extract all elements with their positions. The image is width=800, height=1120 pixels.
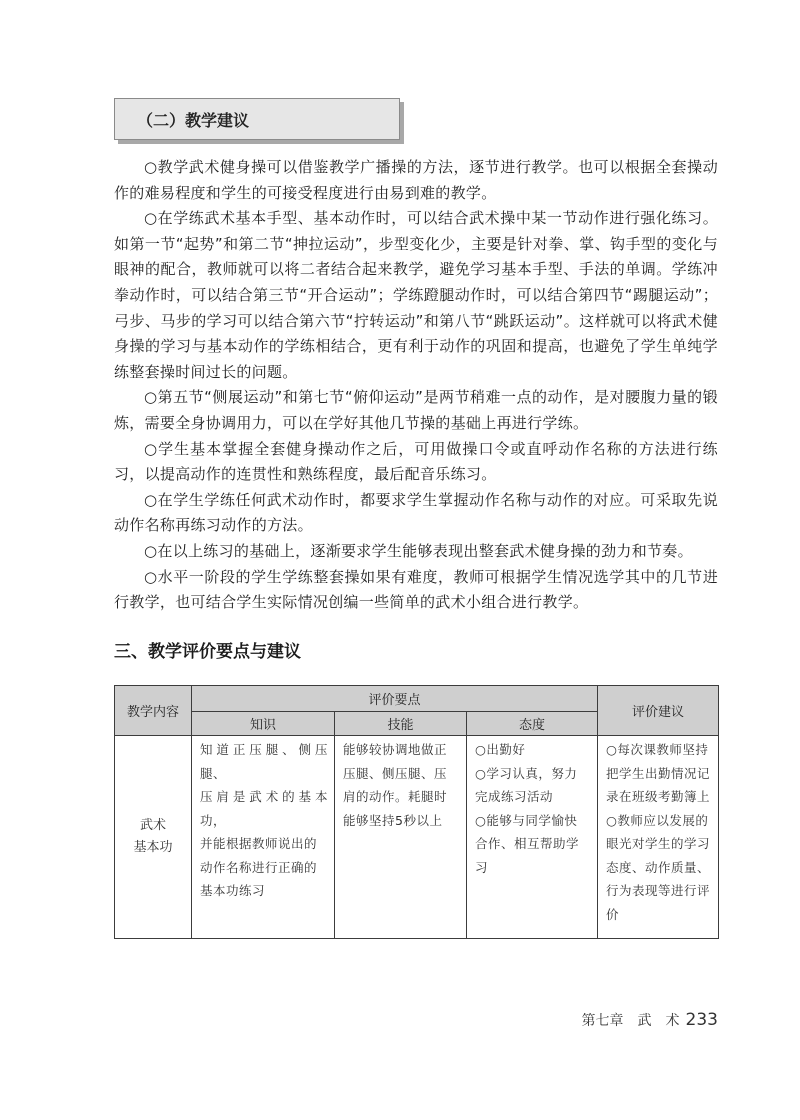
section-heading-box — [114, 98, 400, 140]
header-content: 教学内容 — [115, 686, 192, 736]
paragraph: ○在学练武术基本手型、基本动作时，可以结合武术操中某一节动作进行强化练习。如第一节“起势”和第二节“抻拉运动”，步型变化少，主要是针对拳、掌、钩手型的变化与眼神的配合，教师就可以将二者结合起来教学，避免学习基本手型、手法的单调。学练冲拳动作时，可以结合第三节“开合运动”；学练蹬腿动作时，可以结合第四节“踢腿运动”；弓步、马步的学习可以结合第六节“拧转运动”和第八节“跳跃运动”。这样就可以将武术健身操的学习与基本动作的学练相结合，更有利于动作的巩固和提高，也避免了学生单纯学练整套操时间过长的问题。 — [114, 209, 718, 381]
paragraph: ○教学武术健身操可以借鉴教学广播操的方法，逐节进行教学。也可以根据全套操动作的难易程度和学生的可接受程度进行由易到难的教学。 — [114, 158, 718, 202]
skill-cell — [335, 736, 467, 939]
knowledge-cell — [192, 736, 335, 939]
paragraph: ○第五节“侧展运动”和第七节“俯仰运动”是两节稍难一点的动作，是对腰腹力量的锻炼，需要全身协调用力，可以在学好其他几节操的基础上再进行学练。 — [114, 388, 718, 432]
skill-line: 能够较协调地做正 — [343, 742, 448, 757]
page-number: 233 — [685, 1010, 718, 1030]
section-heading: （二）教学建议 — [137, 111, 250, 130]
footer-chapter: 第七章 武 术 — [581, 1013, 680, 1029]
row-name-line: 基本功 — [133, 840, 173, 855]
paragraph: ○学生基本掌握全套健身操动作之后，可用做操口令或直呼动作名称的方法进行练习，以提高动作的连贯性和熟练程度，最后配音乐练习。 — [114, 439, 718, 484]
paragraph: ○水平一阶段的学生学练整套操如果有难度，教师可根据学生情况选学其中的几节进行教学，也可结合学生实际情况创编一些简单的武术小组合进行教学。 — [114, 567, 718, 612]
skill-line: 压腿、侧压腿、压 — [343, 765, 448, 781]
advice-line: ○教师应以发展的 — [606, 812, 709, 828]
advice-line: 录在班级考勤簿上 — [606, 789, 711, 804]
knowledge-line: 基本功练习 — [200, 883, 266, 898]
header-knowledge: 知识 — [192, 712, 335, 736]
knowledge-line: 压肩是武术的基本功， — [200, 789, 328, 828]
advice-cell — [598, 736, 719, 939]
advice-line: 态度、动作质量、 — [606, 859, 711, 875]
header-advice: 评价建议 — [598, 686, 719, 736]
attitude-line: ○出勤好 — [475, 742, 526, 757]
page-footer — [582, 1010, 718, 1030]
knowledge-line: 并能根据教师说出的 — [200, 836, 318, 851]
attitude-line: 合作、相互帮助学 — [475, 836, 580, 851]
skill-line: 能够坚持5秒以上 — [343, 812, 443, 828]
paragraph: ○在以上练习的基础上，逐渐要求学生能够表现出整套武术健身操的劲力和节奏。 — [144, 541, 693, 560]
knowledge-line: 知道正压腿、侧压腿、 — [200, 742, 328, 781]
body-text — [114, 155, 718, 616]
advice-line: 行为表现等进行评 — [606, 883, 711, 898]
attitude-line: 习 — [475, 859, 489, 875]
evaluation-heading: 三、教学评价要点与建议 — [114, 642, 301, 662]
row-name-cell — [115, 736, 192, 939]
header-attitude: 态度 — [467, 712, 598, 736]
advice-line: ○每次课教师坚持 — [606, 742, 709, 757]
attitude-cell — [467, 736, 598, 939]
attitude-line: ○学习认真，努力 — [475, 765, 578, 781]
attitude-line: ○能够与同学愉快 — [475, 812, 578, 828]
advice-line: 把学生出勤情况记 — [606, 765, 711, 781]
advice-line: 价 — [606, 906, 620, 922]
header-skill: 技能 — [335, 712, 467, 736]
paragraph: ○在学生学练任何武术动作时，都要求学生掌握动作名称与动作的对应。可采取先说动作名称再练习动作的方法。 — [114, 490, 718, 535]
skill-line: 肩的动作。耗腿时 — [343, 789, 448, 804]
header-points: 评价要点 — [192, 686, 598, 712]
row-name-line: 武术 — [139, 818, 166, 833]
knowledge-line: 动作名称进行正确的 — [200, 859, 318, 875]
attitude-line: 完成练习活动 — [475, 789, 554, 804]
advice-line: 眼光对学生的学习 — [606, 836, 711, 851]
evaluation-table — [114, 685, 719, 939]
